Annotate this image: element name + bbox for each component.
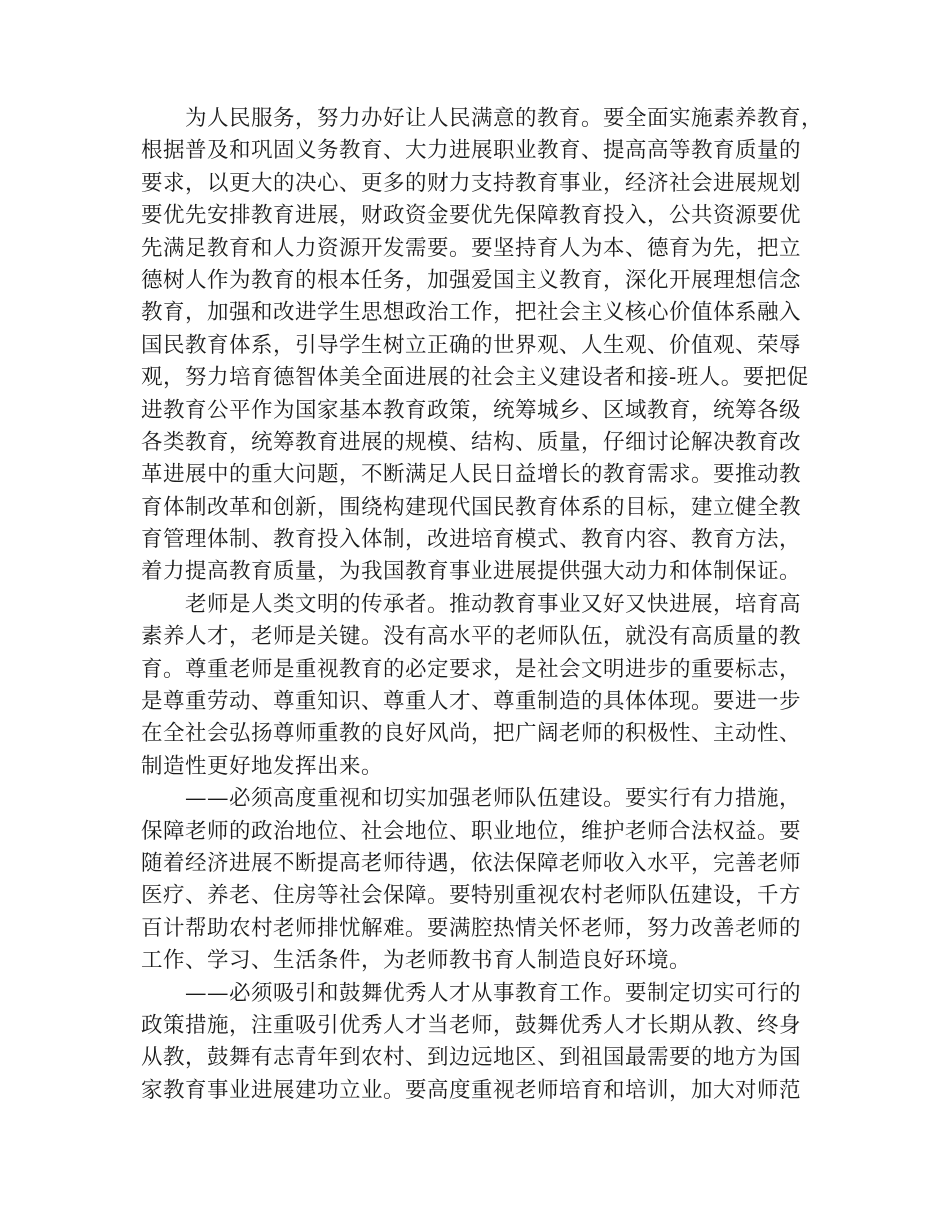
document-body xyxy=(141,103,824,1107)
paragraph-line: 为人民服务，努力办好让人民满意的教育。要全面实施素养教育， xyxy=(185,106,824,131)
paragraph-line: 着力提高教育质量，为我国教育事业进展提供强大动力和体制保证。 xyxy=(141,559,802,585)
paragraph-line: ——必须高度重视和切实加强老师队伍建设。要实行有力措施， xyxy=(185,786,802,812)
paragraph-line: 家教育事业进展建功立业。要高度重视老师培育和培训，加大对师范 xyxy=(141,1077,802,1103)
paragraph-line: 医疗、养老、住房等社会保障。要特别重视农村老师队伍建设，千方 xyxy=(141,883,802,909)
paragraph-line: 根据普及和巩固义务教育、大力进展职业教育、提高高等教育质量的 xyxy=(141,138,802,164)
paragraph-line: ——必须吸引和鼓舞优秀人才从事教育工作。要制定切实可行的 xyxy=(185,980,802,1006)
paragraph-line: 革进展中的重大问题，不断满足人民日益增长的教育需求。要推动教 xyxy=(141,462,802,488)
paragraph-line: 德树人作为教育的根本任务，加强爱国主义教育，深化开展理想信念 xyxy=(141,267,802,293)
paragraph-line: 保障老师的政治地位、社会地位、职业地位，维护老师合法权益。要 xyxy=(141,818,802,844)
paragraph-line: 育。尊重老师是重视教育的必定要求，是社会文明进步的重要标志， xyxy=(141,656,802,682)
paragraph-line: 育管理体制、教育投入体制，改进培育模式、教育内容、教育方法， xyxy=(141,527,802,553)
paragraph-line: 在全社会弘扬尊师重教的良好风尚，把广阔老师的积极性、主动性、 xyxy=(141,721,802,747)
paragraph-line: 国民教育体系，引导学生树立正确的世界观、人生观、价值观、荣辱 xyxy=(141,332,802,358)
paragraph-line: 从教，鼓舞有志青年到农村、到边远地区、到祖国最需要的地方为国 xyxy=(141,1045,802,1071)
paragraph-line: 政策措施，注重吸引优秀人才当老师，鼓舞优秀人才长期从教、终身 xyxy=(141,1012,802,1038)
paragraph-line: 观，努力培育德智体美全面进展的社会主义建设者和接-班人。要把促 xyxy=(141,365,809,391)
paragraph-line: 随着经济进展不断提高老师待遇，依法保障老师收入水平，完善老师 xyxy=(141,850,802,876)
paragraph-line: 要求，以更大的决心、更多的财力支持教育事业，经济社会进展规划 xyxy=(141,170,802,196)
paragraph-line: 进教育公平作为国家基本教育政策，统筹城乡、区域教育，统筹各级 xyxy=(141,397,802,423)
paragraph-line: 素养人才，老师是关键。没有高水平的老师队伍，就没有高质量的教 xyxy=(141,624,802,650)
paragraph-line: 制造性更好地发挥出来。 xyxy=(141,753,384,779)
paragraph-line: 各类教育，统筹教育进展的规模、结构、质量，仔细讨论解决教育改 xyxy=(141,429,802,455)
paragraph-line: 教育，加强和改进学生思想政治工作，把社会主义核心价值体系融入 xyxy=(141,300,802,326)
paragraph-line: 先满足教育和人力资源开发需要。要坚持育人为本、德育为先，把立 xyxy=(141,235,802,261)
paragraph-line: 工作、学习、生活条件，为老师教书育人制造良好环境。 xyxy=(141,948,692,974)
paragraph-line: 老师是人类文明的传承者。推动教育事业又好又快进展，培育高 xyxy=(185,591,802,617)
paragraph-line: 百计帮助农村老师排忧解难。要满腔热情关怀老师，努力改善老师的 xyxy=(141,915,802,941)
paragraph-line: 要优先安排教育进展，财政资金要优先保障教育投入，公共资源要优 xyxy=(141,203,802,229)
paragraph-line: 育体制改革和创新，围绕构建现代国民教育体系的目标，建立健全教 xyxy=(141,494,802,520)
paragraph-line: 是尊重劳动、尊重知识、尊重人才、尊重制造的具体体现。要进一步 xyxy=(141,689,802,715)
